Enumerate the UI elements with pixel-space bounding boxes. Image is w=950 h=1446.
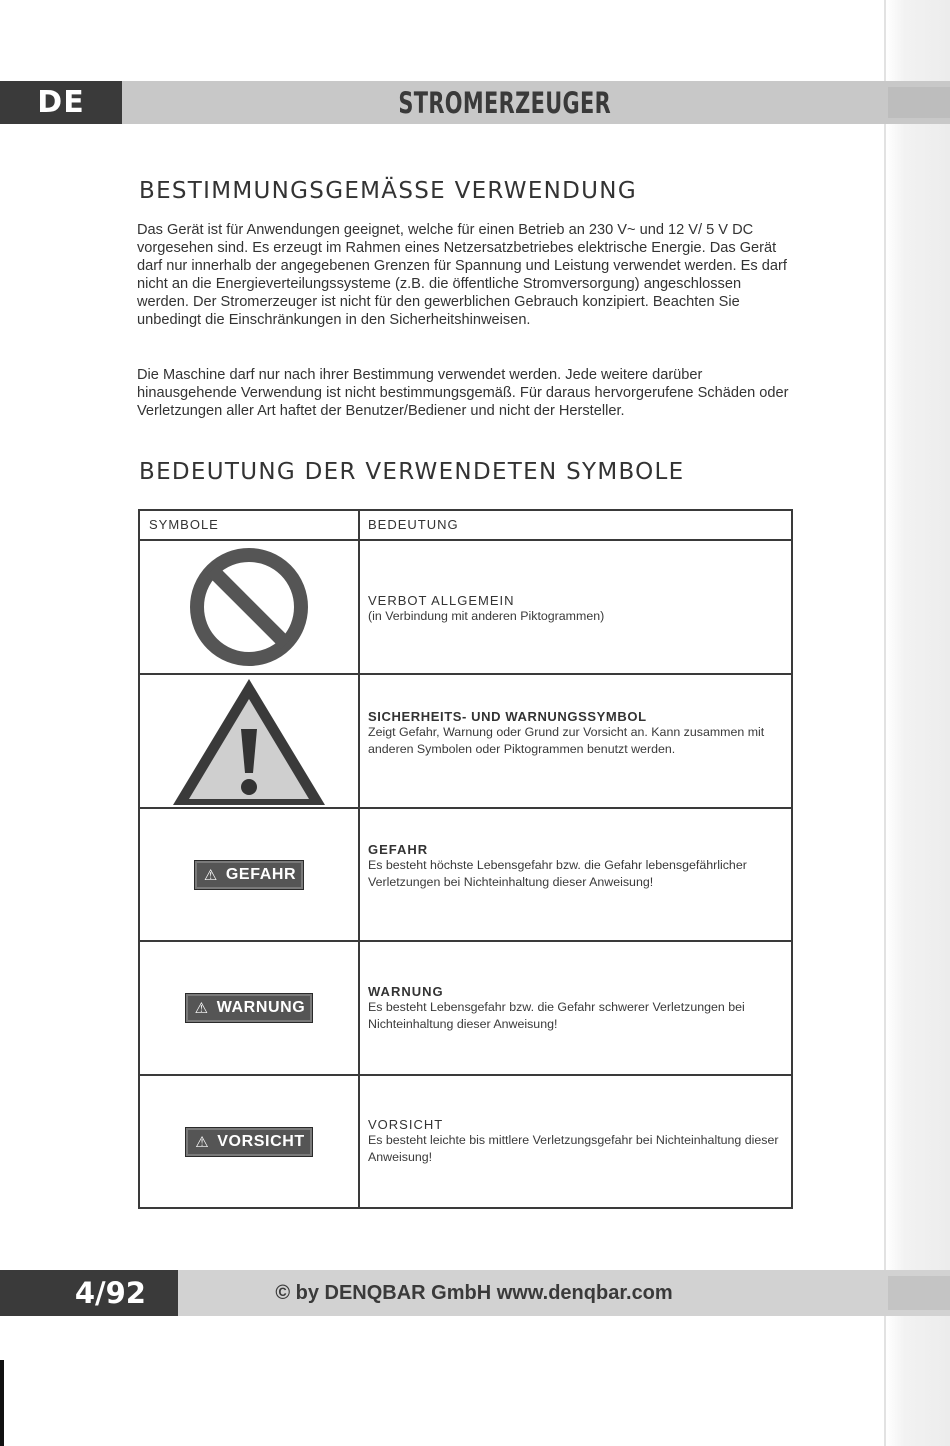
section-heading-intended-use: BESTIMMUNGSGEMÄSSE VERWENDUNG bbox=[139, 178, 637, 204]
row-description: (in Verbindung mit anderen Piktogrammen) bbox=[368, 609, 605, 623]
table-row-symbol-cell bbox=[140, 1076, 358, 1207]
row-description: Es besteht leichte bis mittlere Verletzungsgefahr bei Nichteinhaltung dieser Anweisung! bbox=[368, 1133, 779, 1164]
caution-badge bbox=[185, 1127, 313, 1157]
column-header-symbol: SYMBOLE bbox=[149, 517, 219, 532]
footer-bar-tail bbox=[888, 1276, 950, 1310]
table-row-meaning-cell bbox=[368, 709, 786, 758]
table-row-meaning-cell bbox=[368, 984, 786, 1033]
page-edge-line bbox=[884, 0, 886, 1446]
footer-copyright-area bbox=[178, 1270, 770, 1316]
warning-triangle-icon: ⚠ bbox=[194, 1000, 209, 1017]
warning-badge bbox=[185, 993, 314, 1023]
page-number-box bbox=[0, 1270, 178, 1316]
page-number: 4/92 bbox=[74, 1276, 146, 1310]
section-heading-symbols: BEDEUTUNG DER VERWENDETEN SYMBOLE bbox=[139, 459, 685, 485]
prohibition-icon bbox=[184, 542, 314, 672]
intended-use-paragraph-1: Das Gerät ist für Anwendungen geeignet, welche für einen Betrieb an 230 V~ und 12 V/ 5 V DC vorgesehen sind. Es erzeugt im Rahmen eines Netzersatzbetriebes elektrische Energie. Das Gerät darf nur innerhalb der angegebenen Grenzen für Spannung und Leistung verwendet werden. Es darf nicht an die Energieverteilungssysteme (z.B. die öffentliche Stromversorgung) angeschlossen werden. Der Stromerzeuger ist nicht für den gewerblichen Gebrauch konzipiert. Beachten Sie unbedingt die Einschränkungen in den Sicherheitshinweisen. bbox=[137, 222, 787, 328]
row-description: Zeigt Gefahr, Warnung oder Grund zur Vorsicht an. Kann zusammen mit anderen Symbolen oder Piktogrammen benutzt werden. bbox=[368, 725, 765, 756]
badge-label: GEFAHR bbox=[225, 865, 297, 883]
symbols-table bbox=[138, 509, 793, 1209]
row-title: WARNUNG bbox=[368, 984, 444, 999]
table-row-meaning-cell bbox=[368, 593, 786, 625]
table-row-symbol-cell bbox=[140, 942, 358, 1074]
table-row-meaning-cell bbox=[368, 842, 786, 891]
row-title: GEFAHR bbox=[368, 842, 429, 857]
header-bar-tail bbox=[888, 87, 950, 118]
row-title: SICHERHEITS- UND WARNUNGSSYMBOL bbox=[368, 709, 647, 724]
table-row-meaning-cell bbox=[368, 1117, 786, 1166]
danger-badge bbox=[194, 860, 304, 890]
language-tab bbox=[0, 81, 122, 124]
row-title: VERBOT ALLGEMEIN bbox=[368, 593, 515, 608]
row-description: Es besteht höchste Lebensgefahr bzw. die Gefahr lebensgefährlicher Verletzungen bei Nichteinhaltung dieser Anweisung! bbox=[368, 858, 747, 889]
header-title: STROMERZEUGER bbox=[398, 85, 612, 120]
scan-edge-mark bbox=[0, 1360, 4, 1446]
footer-bar bbox=[0, 1270, 950, 1316]
column-header-meaning: BEDEUTUNG bbox=[368, 517, 459, 532]
badge-label: VORSICHT bbox=[217, 1132, 305, 1150]
warning-triangle-icon: ⚠ bbox=[195, 1133, 210, 1151]
badge-label: WARNUNG bbox=[216, 999, 306, 1016]
table-row-symbol-cell bbox=[140, 809, 358, 940]
row-title: VORSICHT bbox=[368, 1117, 444, 1132]
intended-use-paragraph-2: Die Maschine darf nur nach ihrer Bestimmung verwendet werden. Jede weitere darüber hinausgehende Verwendung ist nicht bestimmungsgemäß. Für daraus hervorgerufene Schäden oder Verletzungen aller Art haftet der Benutzer/Bediener und nicht der Hersteller. bbox=[137, 367, 789, 419]
table-column-divider bbox=[358, 511, 360, 1207]
page-edge-shadow bbox=[886, 0, 950, 1446]
warning-triangle-icon bbox=[169, 675, 329, 807]
row-description: Es besteht Lebensgefahr bzw. die Gefahr schwerer Verletzungen bei Nichteinhaltung dieser Anweisung! bbox=[368, 1000, 745, 1031]
header-bar bbox=[0, 81, 950, 124]
header-title-area bbox=[122, 81, 888, 124]
table-row-symbol-cell bbox=[140, 541, 358, 673]
warning-triangle-icon: ⚠ bbox=[203, 866, 218, 884]
language-label: DE bbox=[37, 85, 85, 120]
table-row-symbol-cell bbox=[140, 675, 358, 807]
footer-copyright: © by DENQBAR GmbH www.denqbar.com bbox=[275, 1281, 673, 1304]
